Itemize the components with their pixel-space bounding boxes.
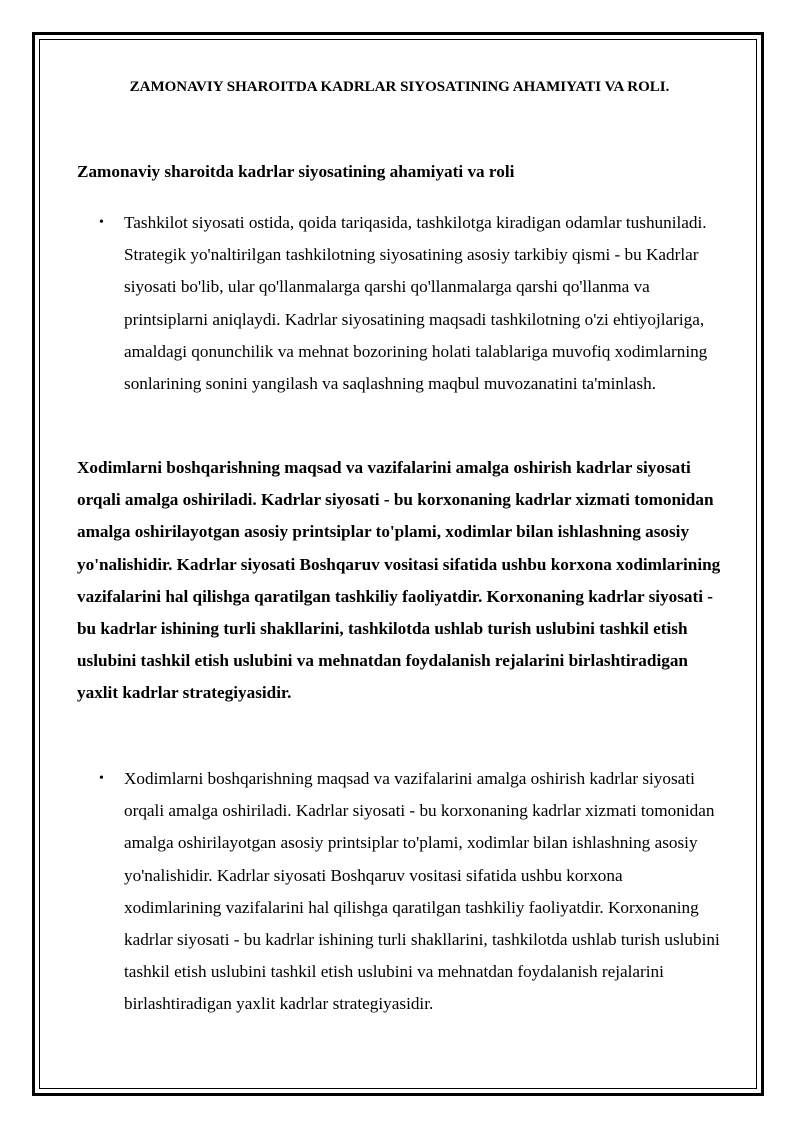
bullet-item <box>77 763 722 1021</box>
bullet-marker: • <box>99 771 104 786</box>
bold-paragraph: Xodimlarni boshqarishning maqsad va vazifalarini amalga oshirish kadrlar siyosati orqali amalga oshiriladi. Kadrlar siyosati - bu korxonaning kadrlar xizmati tomonidan amalga oshirilayotgan asosiy printsiplar to'plami, xodimlar bilan ishlashning asosiy yo'nalishidir. Kadrlar siyosati Boshqaruv vositasi sifatida ushbu korxona xodimlarining vazifalarini hal qilishga qaratilgan tashkiliy faoliyatdir. Korxonaning kadrlar siyosati - bu kadrlar ishining turli shakllarini, tashkilotda ushlab turish uslubini tashkil etish uslubini tashkil etish uslubini va mehnatdan foydalanish rejalarini birlashtiradigan yaxlit kadrlar strategiyasidir. <box>77 458 721 703</box>
bullet-text: Tashkilot siyosati ostida, qoida tariqasida, tashkilotga kiradigan odamlar tushuniladi. Strategik yo'naltirilgan tashkilotning siyosatining asosiy tarkibiy qismi - bu Kadrlar siyosati bo'lib, ular qo'llanmalarga qarshi qo'llanmalarga qarshi qo'llanma va printsiplarni aniqlaydi. Kadrlar siyosatining maqsadi tashkilotning o'zi ehtiyojlariga, amaldagi qonunchilik va mehnat bozorining holati talablariga muvofiq xodimlarning sonlarining sonini yangilash va saqlashning maqbul muvozanatini ta'minlash. <box>124 213 708 394</box>
document-title: ZAMONAVIY SHAROITDA KADRLAR SIYOSATINING AHAMIYATI VA ROLI. <box>129 79 670 95</box>
bullet-marker: • <box>99 215 104 230</box>
document-content <box>77 75 722 1014</box>
section-heading: Zamonaviy sharoitda kadrlar siyosatining ahamiyati va roli <box>77 162 515 181</box>
bullet-text: Xodimlarni boshqarishning maqsad va vazifalarini amalga oshirish kadrlar siyosati orqali amalga oshiriladi. Kadrlar siyosati - bu korxonaning kadrlar xizmati tomonidan amalga oshirilayotgan asosiy printsiplar to'plami, xodimlar bilan ishlashning asosiy yo'nalishidir. Kadrlar siyosati Boshqaruv vositasi sifatida ushbu korxona xodimlarining vazifalarini hal qilishga qaratilgan tashkiliy faoliyatdir. Korxonaning kadrlar siyosati - bu kadrlar ishining turli shakllarini, tashkilotda ushlab turish uslubini tashkil etish uslubini tashkil etish uslubini va mehnatdan foydalanish rejalarini birlashtiradigan yaxlit kadrlar strategiyasidir. <box>124 769 720 1014</box>
bullet-item <box>77 207 722 400</box>
